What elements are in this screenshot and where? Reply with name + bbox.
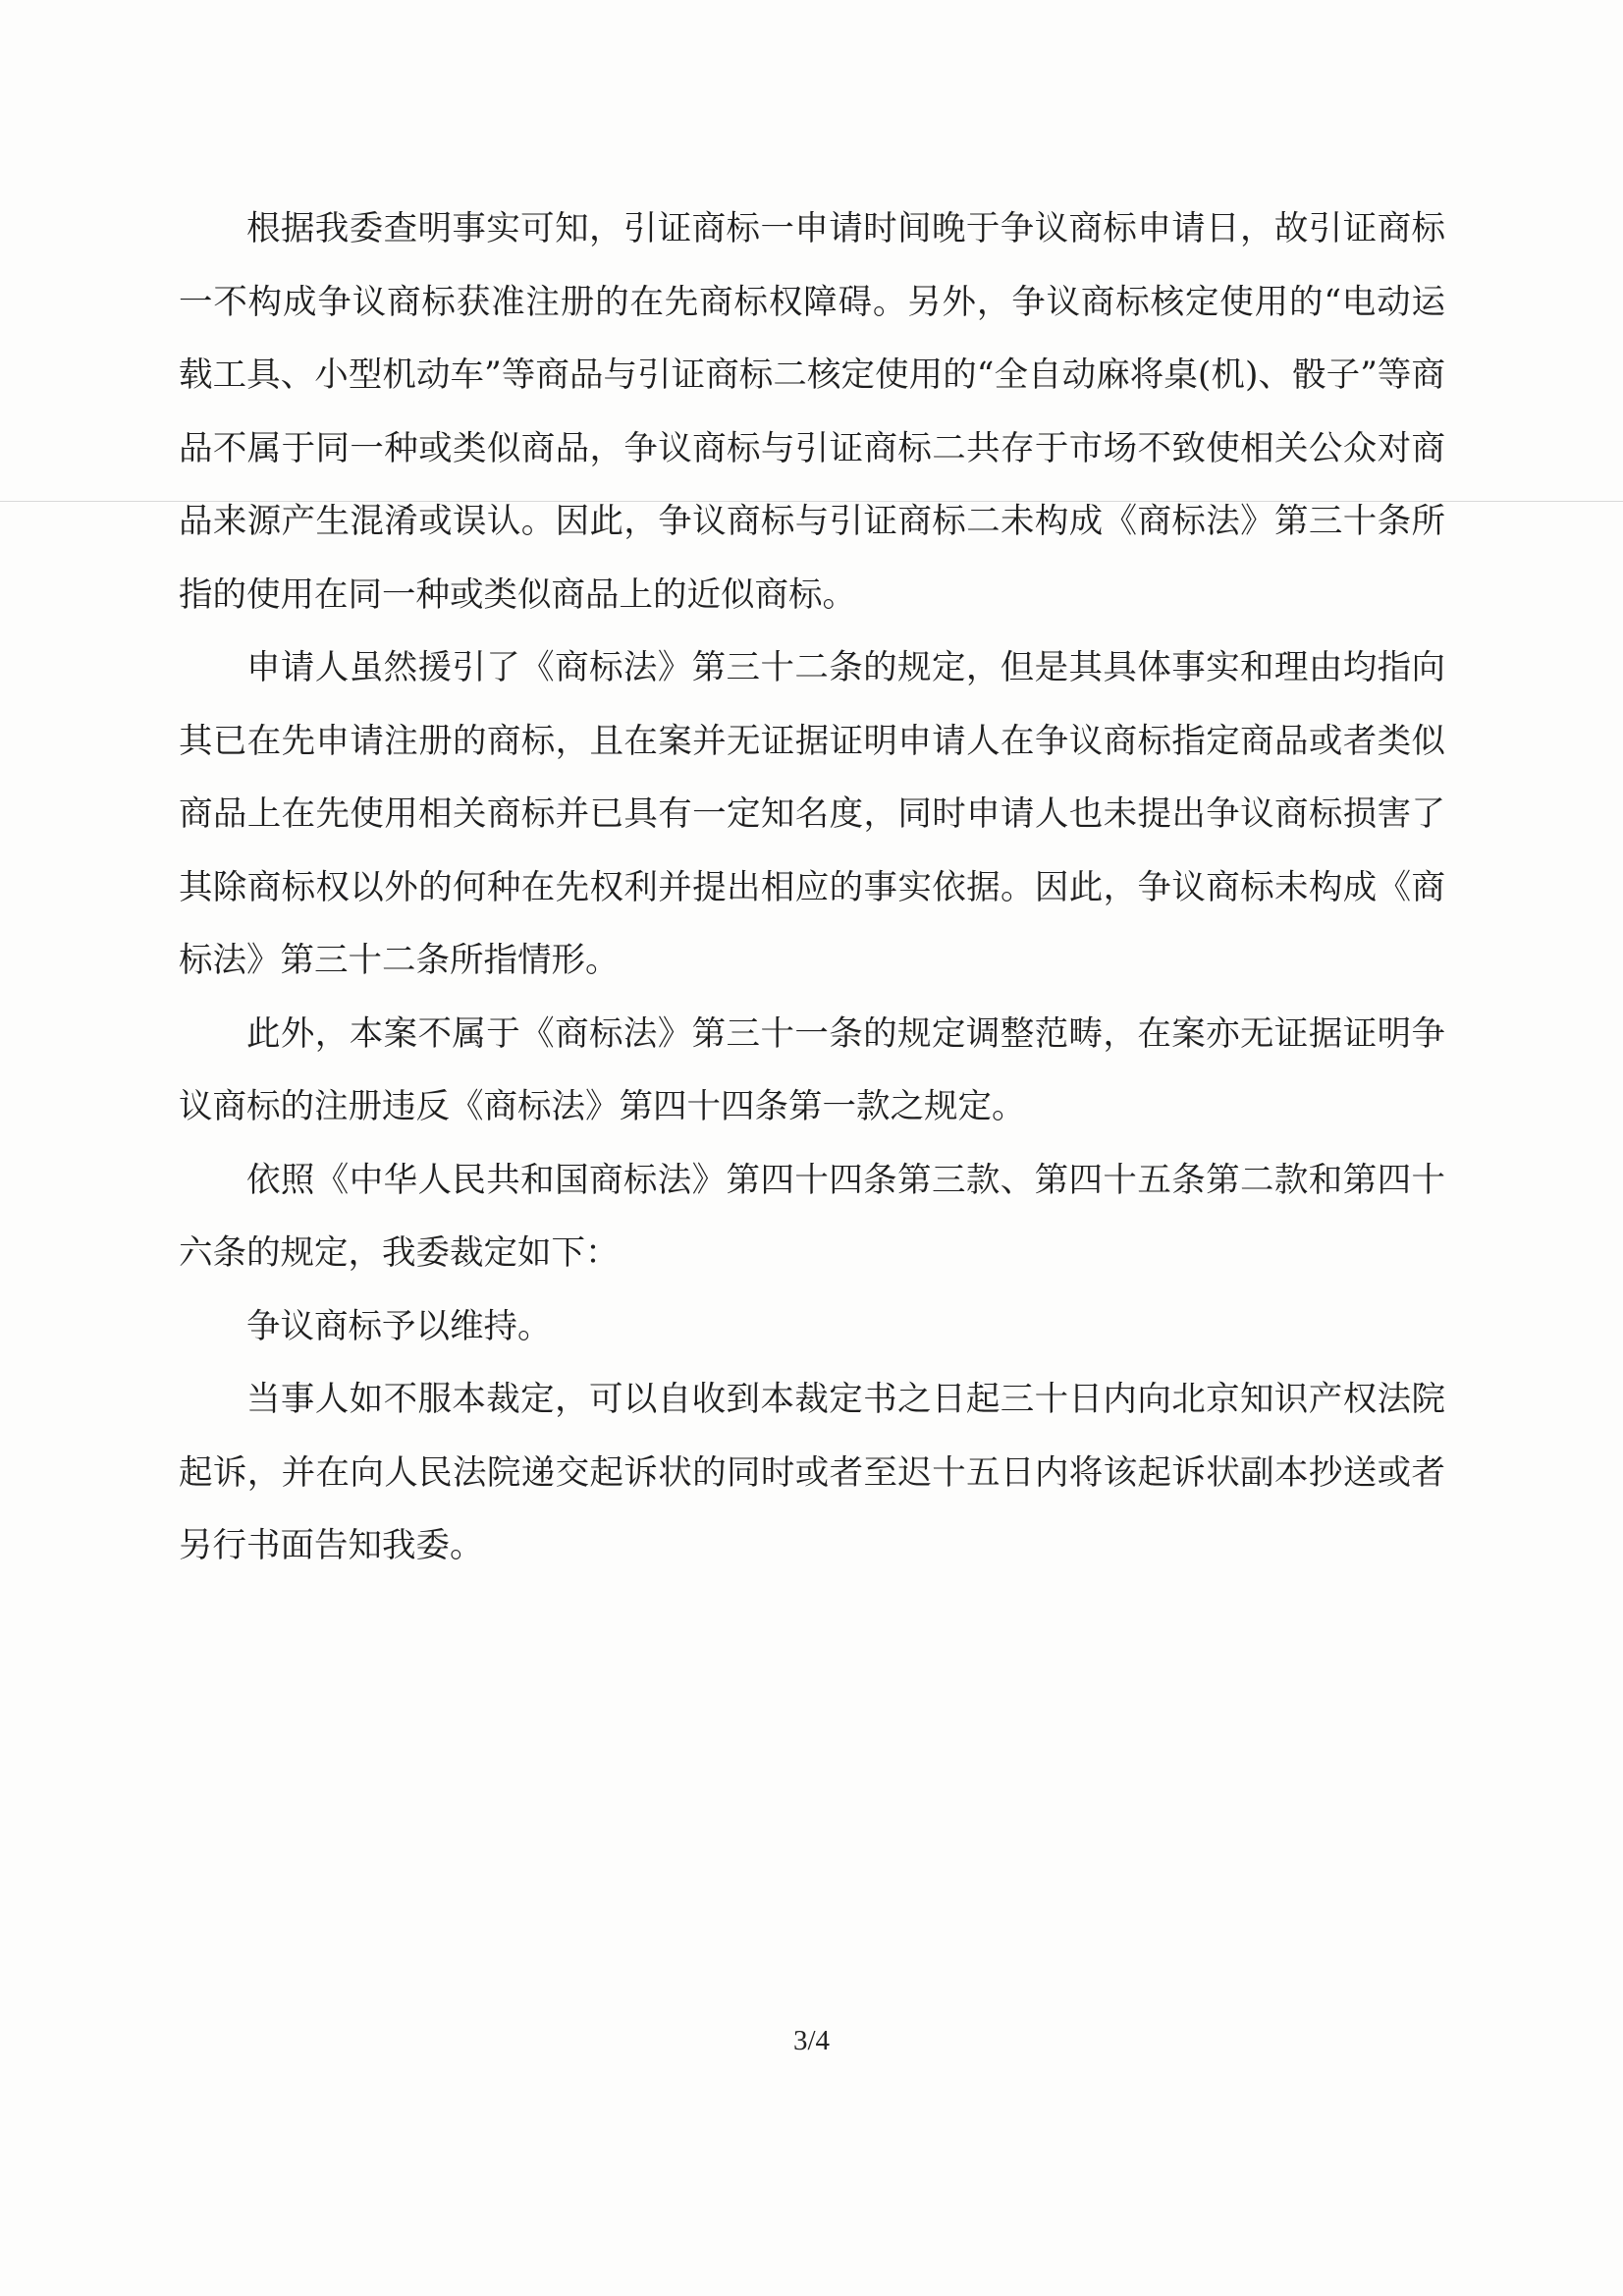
paragraph-legal-basis: 依照《中华人民共和国商标法》第四十四条第三款、第四十五条第二款和第四十六条的规定，我委裁定如下：	[179, 1160, 1445, 1273]
paragraph-appeal-notice: 当事人如不服本裁定，可以自收到本裁定书之日起三十日内向北京知识产权法院起诉，并在向人民法院递交起诉状的同时或者至迟十五日内将该起诉状副本抄送或者另行书面告知我委。	[179, 1380, 1445, 1565]
paragraph-other-articles: 此外，本案不属于《商标法》第三十一条的规定调整范畴，在案亦无证据证明争议商标的注册违反《商标法》第四十四条第一款之规定。	[179, 1013, 1445, 1126]
paragraph-cited-marks-analysis: 根据我委查明事实可知，引证商标一申请时间晚于争议商标申请日，故引证商标一不构成争议商标获准注册的在先商标权障碍。另外，争议商标核定使用的“电动运载工具、小型机动车”等商品与引证商标二核定使用的“全自动麻将桌(机)、骰子”等商品不属于同一种或类似商品，争议商标与引证商标二共存于市场不致使相关公众对商品来源产生混淆或误认。因此，争议商标与引证商标二未构成《商标法》第三十条所指的使用在同一种或类似商品上的近似商标。	[179, 209, 1445, 615]
page-number: 3/4	[792, 2025, 831, 2056]
paragraph-ruling: 争议商标予以维持。	[246, 1306, 552, 1346]
document-body	[179, 192, 1445, 1583]
paragraph-article-32-analysis: 申请人虽然援引了《商标法》第三十二条的规定，但是其具体事实和理由均指向其已在先申请注册的商标，且在案并无证据证明申请人在争议商标指定商品或者类似商品上在先使用相关商标并已具有一定知名度，同时申请人也未提出争议商标损害了其除商标权以外的何种在先权利并提出相应的事实依据。因此，争议商标未构成《商标法》第三十二条所指情形。	[179, 648, 1445, 980]
